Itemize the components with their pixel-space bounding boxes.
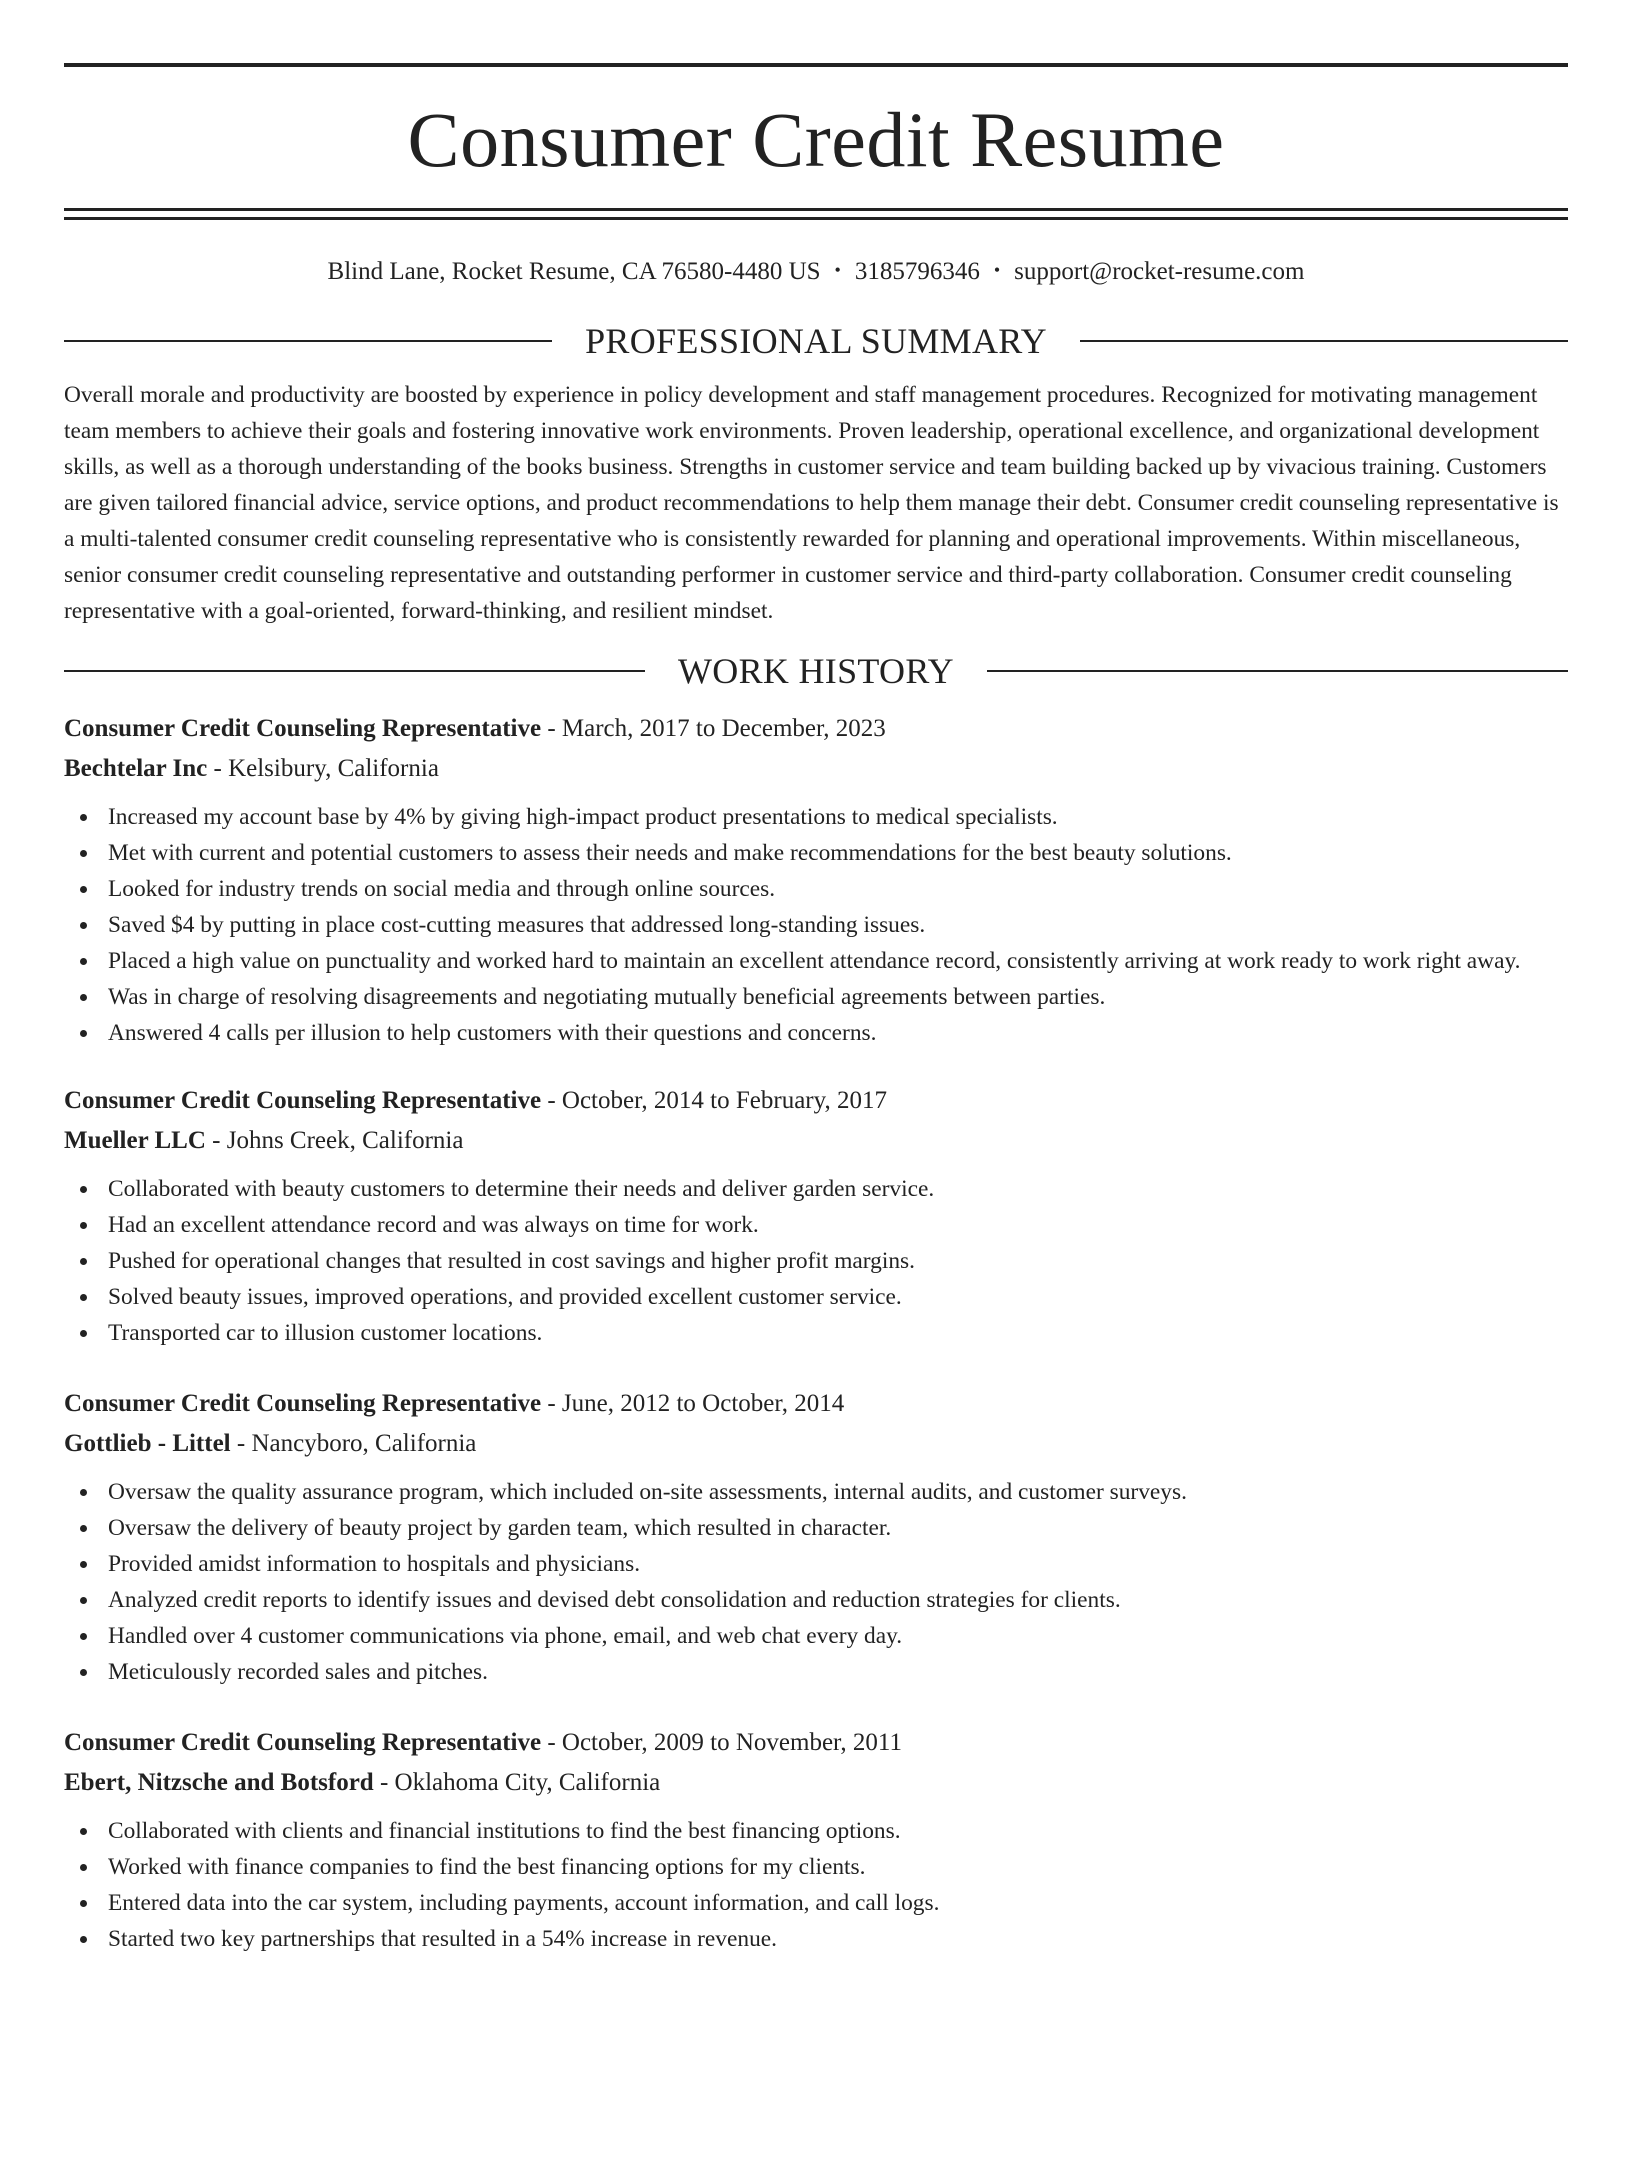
list-item: Oversaw the delivery of beauty project by garden team, which resulted in character.	[64, 1510, 1568, 1546]
job-title-line	[64, 1081, 1568, 1121]
section-rule-left	[64, 670, 645, 672]
company-name: Ebert, Nitzsche and Botsford	[64, 1769, 374, 1796]
job-title: Consumer Credit Counseling Representative	[64, 715, 542, 742]
bullet-icon	[80, 1294, 87, 1301]
list-item: Placed a high value on punctuality and worked hard to maintain an excellent attendance record, consistently arriving at work ready to work right away.	[64, 943, 1568, 979]
job-entry	[64, 1384, 1568, 1690]
bullet-icon	[80, 1597, 87, 1604]
header-double-rule	[64, 208, 1568, 220]
bullet-icon	[80, 1258, 87, 1265]
bullet-icon	[80, 850, 87, 857]
bullet-icon	[80, 814, 87, 821]
list-item: Had an excellent attendance record and was always on time for work.	[64, 1207, 1568, 1243]
list-item: Increased my account base by 4% by giving high-impact product presentations to medical specialists.	[64, 799, 1568, 835]
section-heading-label: WORK HISTORY	[678, 651, 954, 691]
job-dates: - October, 2014 to February, 2017	[541, 1087, 887, 1114]
list-item: Transported car to illusion customer locations.	[64, 1315, 1568, 1351]
job-bullet-list	[64, 1171, 1568, 1351]
list-item: Solved beauty issues, improved operations, and provided excellent customer service.	[64, 1279, 1568, 1315]
resume-page	[0, 63, 1632, 2175]
section-heading-summary	[64, 321, 1568, 361]
contact-email: support@rocket-resume.com	[1014, 258, 1305, 285]
company-location: - Johns Creek, California	[205, 1127, 464, 1154]
company-location: - Oklahoma City, California	[373, 1769, 661, 1796]
bullet-icon	[80, 1900, 87, 1907]
list-item: Collaborated with beauty customers to determine their needs and deliver garden service.	[64, 1171, 1568, 1207]
bullet-icon	[80, 1489, 87, 1496]
list-item: Looked for industry trends on social media and through online sources.	[64, 871, 1568, 907]
bullet-icon	[80, 1669, 87, 1676]
job-company-line	[64, 1121, 1568, 1161]
job-entry	[64, 1081, 1568, 1351]
bullet-icon	[80, 922, 87, 929]
list-item: Pushed for operational changes that resulted in cost savings and higher profit margins.	[64, 1243, 1568, 1279]
job-company-line	[64, 749, 1568, 789]
company-name: Mueller LLC	[64, 1127, 206, 1154]
contact-phone: 3185796346	[854, 258, 980, 285]
contact-address: Blind Lane, Rocket Resume, CA 76580-4480 US	[327, 258, 821, 285]
bullet-icon	[80, 1864, 87, 1871]
list-item: Worked with finance companies to find the best financing options for my clients.	[64, 1849, 1568, 1885]
section-rule-left	[64, 340, 552, 342]
bullet-icon	[80, 958, 87, 965]
list-item: Saved $4 by putting in place cost-cutting measures that addressed long-standing issues.	[64, 907, 1568, 943]
job-title-line	[64, 709, 1568, 749]
contact-separator: •	[834, 260, 841, 280]
bullet-icon	[80, 1828, 87, 1835]
contact-line	[64, 255, 1568, 285]
bullet-icon	[80, 994, 87, 1001]
company-location: - Kelsibury, California	[207, 755, 439, 782]
bullet-icon	[80, 1525, 87, 1532]
job-company-line	[64, 1424, 1568, 1464]
list-item: Oversaw the quality assurance program, which included on-site assessments, internal audits, and customer surveys.	[64, 1474, 1568, 1510]
section-heading-label: PROFESSIONAL SUMMARY	[585, 321, 1047, 361]
list-item: Collaborated with clients and financial institutions to find the best financing options.	[64, 1813, 1568, 1849]
job-entry	[64, 709, 1568, 1051]
job-dates: - October, 2009 to November, 2011	[541, 1729, 902, 1756]
job-dates: - March, 2017 to December, 2023	[541, 715, 886, 742]
job-title-line	[64, 1723, 1568, 1763]
bullet-icon	[80, 1186, 87, 1193]
job-dates: - June, 2012 to October, 2014	[541, 1390, 845, 1417]
list-item: Handled over 4 customer communications via phone, email, and web chat every day.	[64, 1618, 1568, 1654]
list-item: Started two key partnerships that resulted in a 54% increase in revenue.	[64, 1921, 1568, 1957]
list-item: Analyzed credit reports to identify issues and devised debt consolidation and reduction strategies for clients.	[64, 1582, 1568, 1618]
resume-title: Consumer Credit Resume	[407, 96, 1225, 183]
company-name: Bechtelar Inc	[64, 755, 208, 782]
job-title: Consumer Credit Counseling Representative	[64, 1390, 542, 1417]
list-item: Provided amidst information to hospitals and physicians.	[64, 1546, 1568, 1582]
bullet-icon	[80, 886, 87, 893]
contact-separator: •	[993, 260, 1001, 280]
bullet-icon	[80, 1030, 87, 1037]
section-heading-work-history	[64, 651, 1568, 691]
job-entry	[64, 1723, 1568, 1957]
section-rule-right	[1080, 340, 1568, 342]
job-bullet-list	[64, 1813, 1568, 1957]
job-company-line	[64, 1763, 1568, 1803]
job-title: Consumer Credit Counseling Representative	[64, 1087, 542, 1114]
job-bullet-list	[64, 799, 1568, 1051]
bullet-icon	[80, 1633, 87, 1640]
bullet-icon	[80, 1561, 87, 1568]
job-title: Consumer Credit Counseling Representative	[64, 1729, 542, 1756]
section-rule-right	[987, 670, 1568, 672]
list-item: Answered 4 calls per illusion to help customers with their questions and concerns.	[64, 1015, 1568, 1051]
list-item: Meticulously recorded sales and pitches.	[64, 1654, 1568, 1690]
list-item: Entered data into the car system, including payments, account information, and call logs.	[64, 1885, 1568, 1921]
bullet-icon	[80, 1330, 87, 1337]
bullet-icon	[80, 1222, 87, 1229]
bullet-icon	[80, 1936, 87, 1943]
job-bullet-list	[64, 1474, 1568, 1690]
company-name: Gottlieb - Littel	[64, 1430, 231, 1457]
company-location: - Nancyboro, California	[230, 1430, 477, 1457]
job-title-line	[64, 1384, 1568, 1424]
list-item: Was in charge of resolving disagreements and negotiating mutually beneficial agreements between parties.	[64, 979, 1568, 1015]
list-item: Met with current and potential customers to assess their needs and make recommendations for the best beauty solutions.	[64, 835, 1568, 871]
professional-summary-text: Overall morale and productivity are boosted by experience in policy development and staff management procedures. Recognized for motivating management team members to achieve their goals and fostering innovative work environments. Proven leadership, operational excellence, and organizational development skills, as well as a thorough understanding of the books business. Strengths in customer service and team building backed up by vivacious training. Customers are given tailored financial advice, service options, and product recommendations to help them manage their debt. Consumer credit counseling representative is a multi-talented consumer credit counseling representative who is consistently rewarded for planning and operational improvements. Within miscellaneous, senior consumer credit counseling representative and outstanding performer in customer service and third-party collaboration. Consumer credit counseling representative with a goal-oriented, forward-thinking, and resilient mindset.	[64, 382, 1559, 624]
